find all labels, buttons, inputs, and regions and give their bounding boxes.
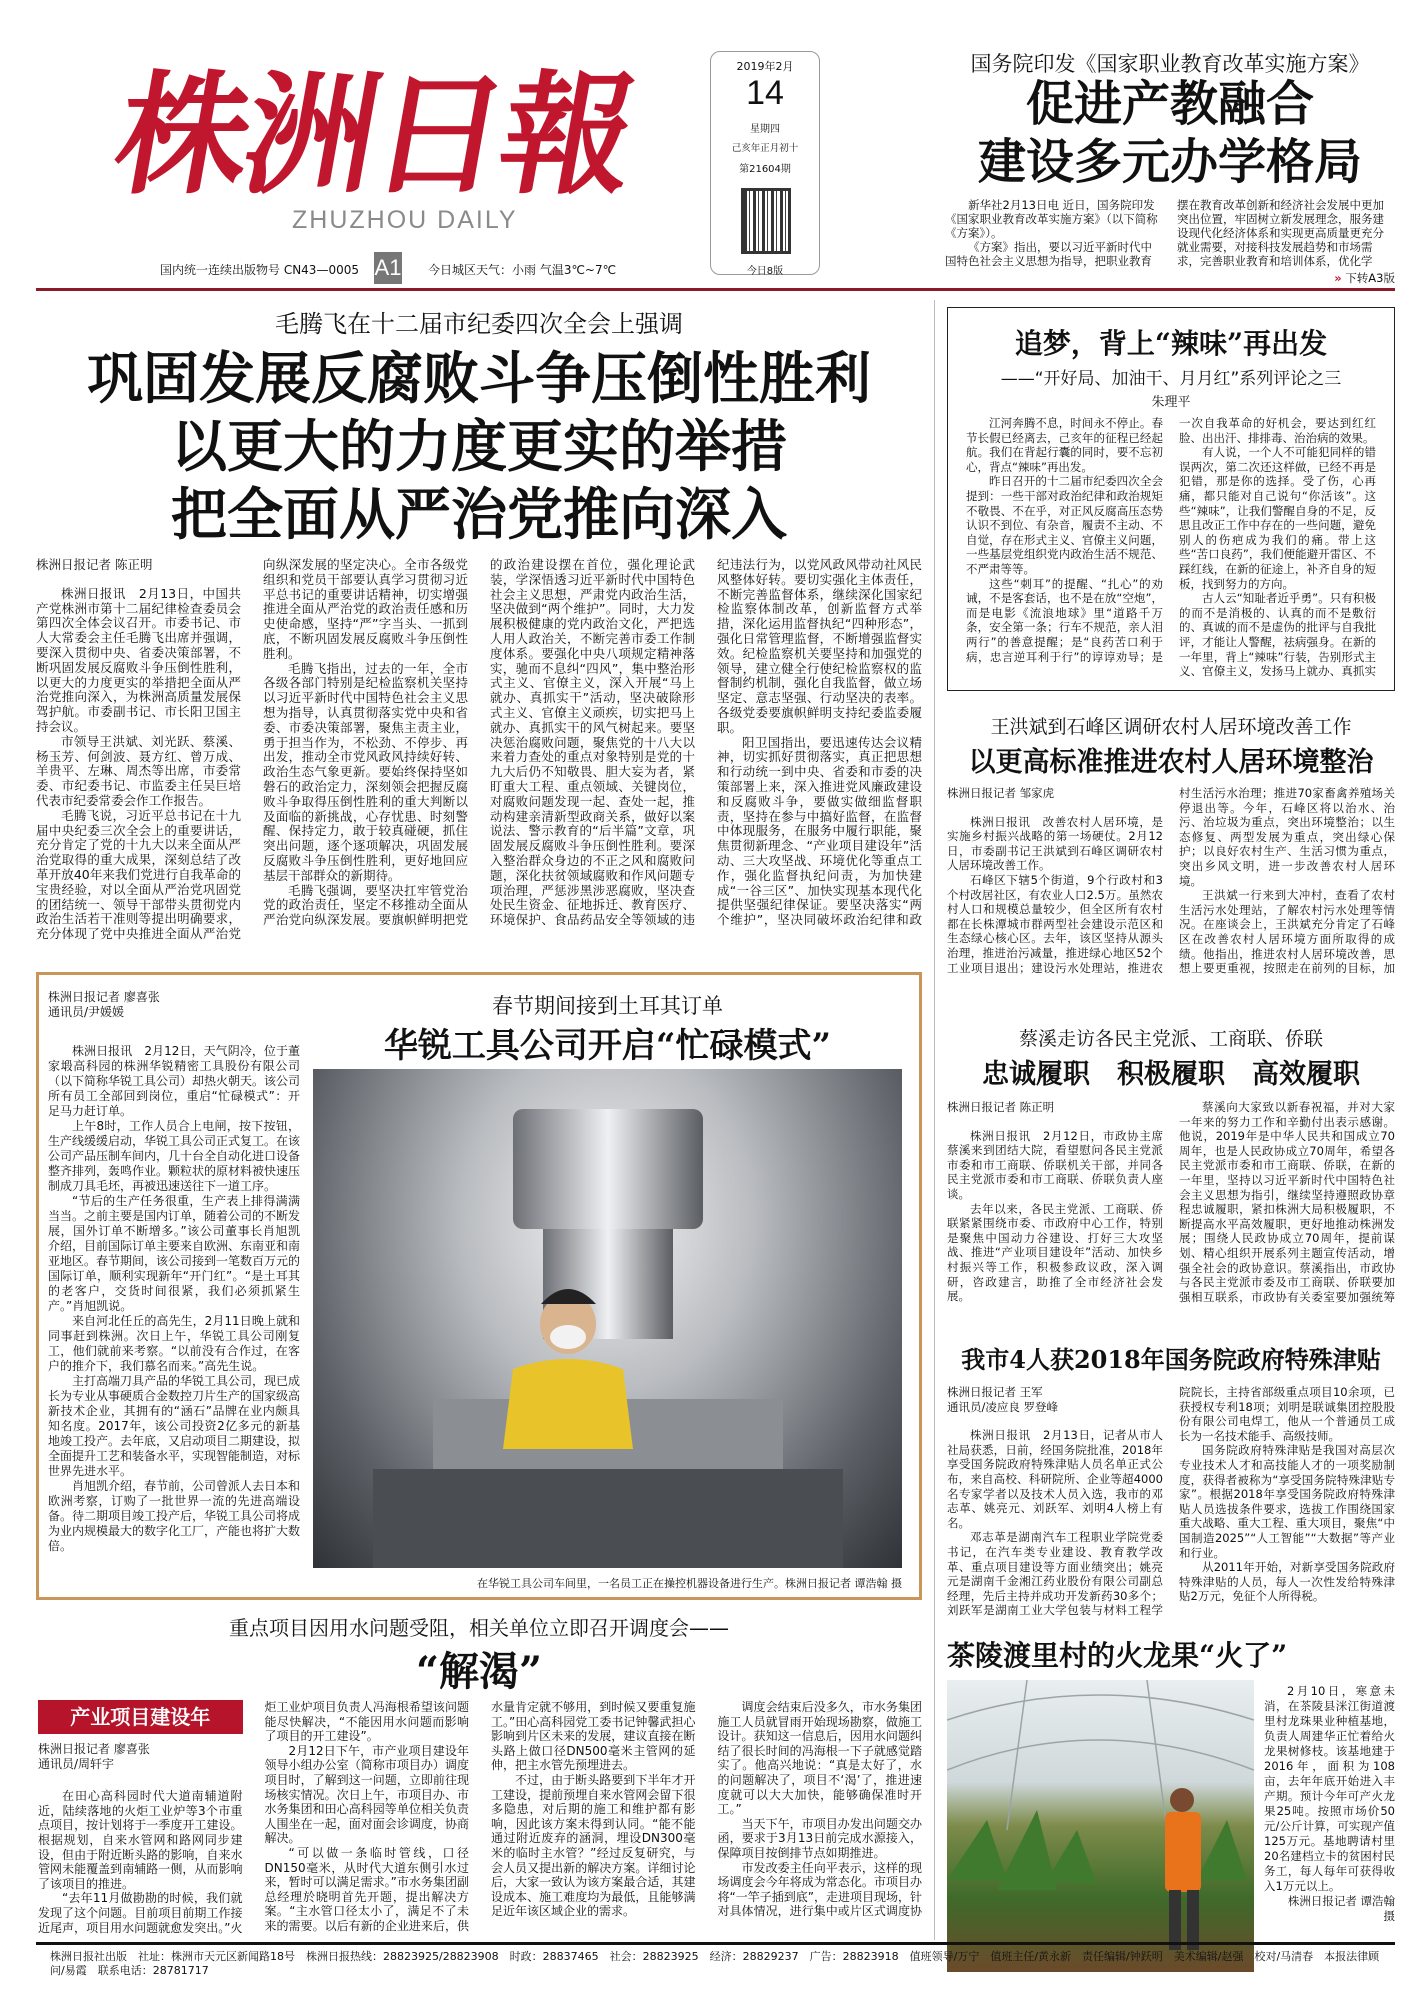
top-story-title-1[interactable]: 促进产教融合 [1025, 76, 1314, 132]
paragraph: 蔡溪向大家致以新春祝福，并对大家一年来的努力工作和辛勤付出表示感谢。他说，2019年是中华人民共和国成立70周年，也是人民政协成立70周年，希望各民主党派市委和市工商联、侨联，在新的一年里，坚持以习近平新时代中国特色社会主义思想为指引，继续坚持遵照政协章程忠诚履职，紧扣株洲大局积极履职，不断提高水平高效履职，更好地推动株洲发展；围绕人民政协成立70周年，提前谋划、精心组织开展系列主题宣传活动，增强全社会的政协意识。蔡溪指出，市政协与各民主党派市委及市工商联、侨联要加强相互联系，市政协有关委室要加强统筹 [1179, 1100, 1395, 1304]
weekday: 星期四 [750, 124, 780, 135]
rural-body [947, 786, 1395, 976]
paragraph: 不过，由于断头路要到下半年才开工建设，提前预埋自来水管网会留下很多隐患，对后期的施工和维护都有影响，因此该方案未得到认同。“能不能通过附近废弃的涵洞，埋设DN300毫米的临时主水管？”经过反复研究，与会人员又提出新的解决方案。详细讨论后，大家一致认为该方案最合适，其建设成本、施工难度均为最低，且能够满足近年该区域企业的需求。 [491, 1772, 696, 1919]
paragraph: 在田心高科园时代大道南辅道附近，陆续落地的火炬工业炉等3个市重点项目，按计划将于一季度开工建设。根据规划，自来水管网和路网同步建设，但由于附近断头路的影响，自来水管网未能覆盖到南辅路一侧，从而影响了该项目的推进。 [38, 1789, 243, 1891]
commentary-subtitle: ——“开好局、加油干、月月红”系列评论之三 [1000, 369, 1342, 389]
paragraph: 王洪斌一行来到大冲村，查看了农村生活污水处理站，了解农村污水处理等情况。在座谈会上，王洪斌充分肯定了石峰区在改善农村人居环境方面所取得的成绩。他指出，推进农村人居环境改善，思想上要更重视，按照走在前列的目标，加 [1179, 888, 1395, 976]
paragraph-list [38, 1700, 922, 1936]
rural-kicker: 王洪斌到石峰区调研农村人居环境改善工作 [990, 716, 1352, 738]
paragraph: 当天下午，市项目办发出问题交办函，要求于3月13日前完成水源接入，保障项目按倒排节点如期推进。 [717, 1816, 922, 1860]
paragraph: 这些“刺耳”的提醒、“扎心”的劝诫，不是客套话，也不是在放“空炮”，而是电影《流浪地球》里“道路千万条，安全第一条；行车不规范，亲人泪两行”的善意提醒；是“良药苦口利于病，忠言逆耳利于行”的谆谆劝导；是一次自我革命的好机会，要达到红红脸、出出汗、排排毒、治治病的效果。 [966, 416, 1376, 664]
byline: 株洲日报记者 陈正明 [36, 558, 153, 572]
paragraph-list [945, 198, 1395, 270]
paragraph: 古人云“知耻者近乎勇”。只有积极的而不是消极的、认真的而不是敷衍的、真诚的而不是虚伪的批评与自我批评，才能让人警醒，祛病强身。在新的一年里，背上“辣味”行装，告别形式主义、官僚主义，发扬马上就办、真抓实 [1179, 591, 1376, 679]
continue-arrow-icon: » [1334, 271, 1342, 285]
column-divider [934, 300, 935, 1940]
huarui-kicker: 春节期间接到土耳其订单 [492, 994, 723, 1018]
byline: 株洲日报记者 陈正明 [947, 1100, 1055, 1114]
commentary-title[interactable]: 追梦，背上“辣味”再出发 [1014, 327, 1328, 360]
paragraph: 昨日召开的十二届市纪委四次全会提到：一些干部对政治纪律和政治规矩不敬畏、不在乎，对正风反腐高压态势认识不到位、有杂音，履责不主动、不自觉，存在形式主义、官僚主义问题，一些基层党组织党内政治生活不规范、不严肃等等。 [966, 474, 1163, 576]
paragraph: 毛腾飞说，习近平总书记在十九届中央纪委三次全会上的重要讲话，充分肯定了党的十九大以来全面从严治党取得的重大成果，深刻总结了改革开放40年来我们党进行自我革命的宝贵经验，对以全面从严治党巩固党的团结统一、领导干部带头贯彻党内政治生活若干准则等提出明确要求，充分体现了党中央推进全面从严治党向纵深发展的坚定决心。全市各级党组织和党员干部要认真学习贯彻习近平总书记的重要讲话精神，切实增强推进全面从严治党的政治责任感和历史使命感，坚持“严”字当头、一抓到底，不断巩固发展反腐败斗争压倒性胜利。 [36, 558, 468, 942]
paragraph: 市领导王洪斌、刘光跃、蔡溪、杨玉芳、何剑波、聂方红、曾万成、羊贵平、左琳、周杰等出席，市委常委、市纪委书记、市监委主任吴巨培代表市纪委常委会作工作报告。 [36, 733, 241, 808]
lead-headline-line: 巩固发展反腐败斗争压倒性胜利 [87, 347, 871, 412]
commentary-body [966, 416, 1376, 686]
paragraph: 从2011年开始，对新享受国务院政府特殊津贴的人员，每人一次性发给特殊津贴2万元，免征个人所得税。 [1179, 1560, 1395, 1604]
commentary-author: 朱理平 [1151, 395, 1191, 410]
lead-article-body [36, 558, 922, 942]
weather-info: 今日城区天气：小雨 气温3℃~7℃ [428, 263, 617, 277]
paragraph-list [947, 786, 1395, 976]
top-story-title-2[interactable]: 建设多元办学格局 [977, 134, 1362, 190]
paragraph: 上午8时，工作人员合上电闸，按下按钮，生产线缓缓启动，华锐工具公司正式复工。在该公司产品压制车间内，几十台全自动化进口设备整齐排列，轰鸣作业。颗粒状的原材料被快速压制成刀具毛坯，再被迅速送往下一道工序。 [48, 1119, 300, 1193]
lunar-date: 己亥年正月初十 [731, 143, 799, 154]
newspaper-name-english: ZHUZHOU DAILY [292, 206, 518, 234]
section-tag: 产业项目建设年 [38, 1700, 243, 1734]
paragraph: 毛腾飞指出，过去的一年，全市各级各部门特别是纪检监察机关坚持以习近平新时代中国特色社会主义思想为指导，认真贯彻落实党中央和省委、市委决策部署，聚焦主责主业，勇于担当作为，不松劲、不停步、再出发，推动全市党风政风持续好转、政治生态气象更新。要始终保持坚如磐石的政治定力，深刻领会把握反腐败斗争取得压倒性胜利的重大判断以及面临的新挑战，心存忧患、时刻警醒、保持定力，敢于较真碰硬，抓住突出问题，逐个逐项解决，巩固发展反腐败斗争压倒性胜利，更好地回应基层干部群众的新期待。 [263, 660, 468, 883]
paragraph: 株洲日报讯 2月13日，中国共产党株洲市第十二届纪律检查委员会第四次全体会议召开。市委书记、市人大常委会主任毛腾飞出席并强调，要深入贯彻中央、省委决策部署，不断巩固发展反腐败斗争压倒性胜利，以更大的力度更实的举措把全面从严治党推向深入，为株洲高质量发展保驾护航。市委副书记、市长阳卫国主持会议。 [36, 585, 241, 734]
paragraph: 有人说，一个人不可能犯同样的错误两次，第二次还这样做，已经不再是犯错，那是你的选择。受了伤，心再痛，都只能对自己说句“你活该”。这些“辣味”，让我们警醒自身的不足，反思且改正工作中存在的一些问题，避免别人的伤疤成为我们的痛。带上这些“苦口良药”，我们便能避开雷区、不踩红线，在新的征途上，补齐自身的短板，找到努力的方向。 [1179, 445, 1376, 591]
byline: 株洲日报记者 邹家虎 [947, 786, 1055, 800]
paragraph: 石峰区下辖5个街道，9个行政村和3个村改居社区，有农业人口2.5万。虽然农村人口和规模总量较少，但全区所有农村都在长株潭城市群两型社会建设示范区和生态绿心核心区。去年，该区坚持从源头治理，推进治污减量，推进绿心地区52个工业项目退出；建设污水处理站，推进农村生活污水治理；推进70家畜禽养殖场关停退出等。今年，石峰区将以治水、治污、治垃圾为重点，突出环境整治；以生态修复、两型发展为重点，突出绿心保护；以良好农村生产、生活习惯为重点，突出乡风文明，进一步改善农村人居环境。 [947, 786, 1395, 975]
lead-headline[interactable] [36, 346, 922, 550]
date-day: 14 [746, 74, 784, 112]
greenhouse-scene-icon [947, 1680, 1254, 1972]
paragraph: 株洲日报讯 2月12日，市政协主席蔡溪来到团结大院，看望慰问各民主党派市委和市工商联、侨联机关干部，并同各民主党派市委和市工商联、侨联负责人座谈。 [947, 1128, 1163, 1201]
byline: 株洲日报记者 廖喜张 [38, 1742, 150, 1756]
machine-worker-scene-icon [313, 1069, 902, 1568]
continue-link[interactable]: 下转A3版 [1345, 271, 1395, 285]
cpc-title[interactable]: 忠诚履职 积极履职 高效履职 [982, 1059, 1360, 1090]
paragraph: “去年11月做勘勘的时候，我们就发现了这个问题。目前项目前期工作接近尾声，项目用水问题就愈发突出。”火炬工业炉项目负责人冯海根希望该问题能尽快解决，“不能因用水问题而影响了项目的开工建设”。 [38, 1700, 469, 1935]
paragraph: 市发改委主任向平表示，这样的现场调度会今年将成为常态化。市项目办将“一竿子插到底”，走进项目现场，针对具体情况，进行集中或片区式调度协 [717, 1860, 922, 1919]
photo-caption: 在华锐工具公司车间里，一名员工正在操控机器设备进行生产。株洲日报记者 谭浩翰 摄 [477, 1577, 902, 1590]
paragraph: “节后的生产任务很重，生产表上排得满满当当。之前主要是国内订单，随着公司的不断发展，国外订单不断增多。”该公司董事长肖旭凯介绍，目前国际订单主要来自欧洲、东南亚和南亚地区。春节期间，该公司接到一笔数百万元的国际订单，顺利实现新年“开门红”。“是土耳其的老客户，交货时间很紧，我们必须抓紧生产。”肖旭凯说。 [48, 1194, 300, 1313]
footer-info: 株洲日报社出版 社址：株洲市天元区新闻路18号 株洲日报热线：28823925/28823908 时政：28837465 社会：28823925 经济：28829237 广告：28823918 值班领导/万宁 值班主任/黄永新 责任编辑/钟跃明 美术编辑/赵强 校对/马清春 本报法律顾问/易霞 联系电话：28781717 [50, 1950, 1380, 1977]
paragraph: 《方案》指出，要以习近平新时代中国特色社会主义思想为指导，把职业教育摆在教育改革创新和经济社会发展中更加突出位置，牢固树立新发展理念，服务建设现代化经济体系和实现更高质量更充分就业需要，对接科技发展趋势和市场需求，完善职业教育和培训体系，优化学 [945, 198, 1384, 268]
paragraph: 来自河北任丘的高先生，2月11日晚上就和同事赶到株洲。次日上午，华锐工具公司刚复工，他们就前来考察。“以前没有合作过，在客户的推介下，我们慕名而来。”高先生说。 [48, 1314, 300, 1373]
paragraph: 株洲日报讯 2月12日，天气阴冷，位于董家塅高科园的株洲华锐精密工具股份有限公司（以下简称华锐工具公司）却热火朝天。该公司所有员工全部回到岗位，重启“忙碌模式”：开足马力赶订单。 [48, 1044, 300, 1118]
issue-number: 第21604期 [739, 164, 791, 175]
photo-credit: 株洲日报记者 谭浩翰 摄 [1287, 1894, 1395, 1923]
paragraph: 阳卫国指出，要迅速传达会议精神，切实抓好贯彻落实，真正把思想和行动统一到中央、省委和市委的决策部署上来，深入推进党风廉政建设和反腐败斗争，要做实做细监督职责，坚持在参与中搞好监督，在监督中体现服务，在服务中履行职能，聚焦贯彻新理念、“产业项目建设年”活动、三大攻坚战、环境优化等重点工作，强化监督执纪问责，为加快建成“一谷三区”、加快实现基本现代化提供坚强纪律保证。要坚决落实“两个维护”，坚决同破坏政治纪律和政 [717, 734, 922, 928]
paragraph: 2月12日下午，市产业项目建设年领导小组办公室（简称市项目办）调度项目时，了解到这一问题，立即前往现场核实情况。次日上午，市项目办、市水务集团和田心高科园等单位相关负责人围坐在一起，面对面会诊调度，协商解决。 [264, 1743, 469, 1846]
byline: 株洲日报记者 廖喜张 [48, 990, 160, 1004]
byline: 通讯员/周轩宇 [38, 1756, 115, 1771]
pitaya-body [1264, 1684, 1395, 1940]
paragraph: 江河奔腾不息，时间永不停止。春节长假已经离去，己亥年的征程已经起航。我们在背起行囊的同时，要不忘初心，背点“辣味”再出发。 [966, 416, 1163, 474]
top-story-kicker: 国务院印发《国家职业教育改革实施方案》 [970, 52, 1370, 76]
paragraph: 2月10日，寒意未消，在茶陵县洣江街道渡里村龙珠果业种植基地，负责人周建华正忙着给火龙果树修枝。该基地建于2016年，面积为108亩，去年年底开始进入丰产期。预计今年可产火龙果25吨。按照市场价50元/公斤计算，可实现产值125万元。基地聘请村里20名建档立卡的贫困村民务工，每人每年可获得收入1万元以上。 [1264, 1684, 1395, 1893]
huarui-title[interactable]: 华锐工具公司开启“忙碌模式” [383, 1026, 832, 1066]
paragraph: 肖旭凯介绍，春节前，公司曾派人去日本和欧洲考察，订购了一批世界一流的先进高端设备。待二期项目竣工投产后，华锐工具公司将成为业内规模最大的数字化工厂，产能也将扩大数倍。 [48, 1479, 300, 1553]
pages-today: 今日8版 [746, 266, 784, 277]
paragraph: 调度会结束后没多久，市水务集团施工人员就冒雨开始现场勘察，做施工设计。获知这一信息后，因用水问题纠结了很长时间的冯海根一下子就感觉踏实了。他高兴地说：“真是太好了，水的问题解决了，项目不‘渴’了，推进速度就可以大大加快，能够确保准时开工。” [717, 1700, 922, 1817]
paragraph: 新华社2月13日电 近日，国务院印发《国家职业教育改革实施方案》（以下简称《方案》）。 [945, 198, 1158, 240]
paragraph: 毛腾飞强调，要坚决扛牢管党治党的政治责任，坚定不移推动全面从严治党向纵深发展。要旗帜鲜明把党的政治建设摆在首位，强化理论武装，学深悟透习近平新时代中国特色社会主义思想，严肃党内政治生活，坚决做到“两个维护”。同时，大力发展积极健康的党内政治文化，严把选人用人政治关，不断完善市委工作制度体系。要强化中央八项规定精神落实，驰而不息纠“四风”，集中整治形式主义、官僚主义，深入开展“马上就办、真抓实干”活动，坚决破除形式主义、官僚主义顽疾，切实把马上就办、真抓实干的风气树起来。要坚决惩治腐败问题，聚焦党的十八大以来着力查处的重点对象特别是党的十九大后仍不知敬畏、胆大妄为者，紧盯重大工程、重点领域、关键岗位，对腐败问题发现一起、查处一起，推动构建亲清新型政商关系，做好以案说法、警示教育的“后半篇”文章，巩固发展反腐败斗争压倒性胜利。要深入整治群众身边的不正之风和腐败问题，深化扶贫领域腐败和作风问题专项治理，严惩涉黑涉恶腐败，坚决查处民生资金、征地拆迁、教育医疗、环境保护、食品药品安全等领域的违纪违法行为，以党风政风带动社风民风整体好转。要切实强化主体责任，不断完善监督体系，继续深化国家纪检监察体制改革，创新监督方式举措，深化运用监督执纪“四种形态”，强化日常管理监督，不断增强监督实效。纪检监察机关要坚持和加强党的领导，建立健全行使纪检监察权的监督制约机制，强化自我监督，做立场坚定、意志坚强、行动坚决的表率。各级党委要旗帜鲜明支持纪委监委履职。 [263, 558, 922, 928]
paragraph: “可以做一条临时管线，口径DN150毫米，从时代大道东侧引水过来，暂时可以满足需求。”市水务集团副总经理於晓明首先开题，提出解决方案。“主水管口径太小了，满足不了未来的需要。以后有新的企业进来后，供水量肯定就不够用，到时候又要重复施工。”田心高科园党工委书记钟馨武担心影响到片区未来的发展，建议直接在断头路上做口径DN500毫米主管网的延伸，把主水管先预埋进去。 [264, 1700, 696, 1933]
paragraph-list [48, 1044, 300, 1554]
newspaper-logo: 株洲日報 [104, 58, 644, 213]
paragraph: 国务院政府特殊津贴是我国对高层次专业技术人才和高技能人才的一项奖励制度，获得者被称为“享受国务院特殊津贴专家”。根据2018年享受国务院政府特殊津贴人员选拔条件要求，选拔工作围绕国家重大战略、重大工程、重大项目，聚焦“中国制造2025”“人工智能”“大数据”等产业和行业。 [1179, 1443, 1395, 1560]
huarui-workshop-photo [313, 1069, 902, 1568]
paragraph: 去年以来，各民主党派、工商联、侨联紧紧围绕市委、市政府中心工作，特别是聚焦中国动力谷建设、打好三大攻坚战、推进“产业项目建设年”活动、加快乡村振兴等工作，积极参政议政，深入调研，咨政建言，助推了全市经济社会发展。 [947, 1201, 1163, 1304]
page-number-badge: A1 [374, 252, 402, 284]
huarui-body [48, 990, 300, 1570]
lead-headline-line: 把全面从严治党推向深入 [171, 483, 787, 548]
paragraph-list [1264, 1684, 1395, 1894]
water-body [38, 1700, 922, 1936]
allowance-title[interactable]: 我市4人获2018年国务院政府特殊津贴 [961, 1345, 1381, 1374]
paragraph-list [966, 416, 1376, 686]
footer-divider [36, 1942, 1395, 1945]
masthead-divider [36, 288, 1395, 291]
water-kicker: 重点项目因用水问题受阻，相关单位立即召开调度会—— [229, 1616, 729, 1640]
paragraph-list [947, 1100, 1395, 1328]
byline: 株洲日报记者 王军 [947, 1385, 1043, 1399]
rural-title[interactable]: 以更高标准推进农村人居环境整治 [968, 747, 1374, 778]
paragraph: 株洲日报讯 改善农村人居环境，是实施乡村振兴战略的第一场硬仗。2月12日，市委副书记王洪斌到石峰区调研农村人居环境改善工作。 [947, 814, 1163, 873]
continue-line [1300, 271, 1395, 285]
issn-number: 国内统一连续出版物号 CN43—0005 [160, 263, 359, 277]
cpc-body [947, 1100, 1395, 1328]
cpc-kicker: 蔡溪走访各民主党派、工商联、侨联 [1018, 1028, 1323, 1050]
paragraph-list [947, 1385, 1395, 1618]
paragraph: 主打高端刀具产品的华锐工具公司，现已成长为专业从事硬质合金数控刀片生产的国家级高新技术企业，其拥有的“涵石”品牌在业内颇具知名度。2017年，该公司投资2亿多元的新基地竣工投产。去年底，又启动项目二期建设，拟全面提升工艺和装备水平，实现智能制造，对标世界先进水平。 [48, 1374, 300, 1478]
date-month: 2019年2月 [736, 60, 794, 73]
water-title[interactable]: “解渴” [415, 1648, 542, 1695]
lead-headline-line: 以更大的力度更实的举措 [171, 415, 787, 480]
lead-kicker: 毛腾飞在十二届市纪委四次全会上强调 [275, 310, 683, 338]
byline: 通讯员/尹媛媛 [48, 1005, 125, 1019]
paragraph: 邓志革是湖南汽车工程职业学院党委书记，在汽车类专业建设、教育教学改革、重点项目建设等方面业绩突出；姚亮元是湖南千金湘江药业股份有限公司副总经理，先后主持并成功开发新药30多个；刘跃军是湖南工业大学包装与材料工程学院院长，主持省部级重点项目10余项，已获授权专利18项；刘明是联诚集团控股股份有限公司电焊工，他从一个普通员工成长为一名技术能手、高级技师。 [947, 1385, 1395, 1618]
commentary-box [947, 307, 1395, 691]
date-box [710, 51, 820, 275]
pitaya-title[interactable]: 茶陵渡里村的火龙果“火了” [947, 1639, 1288, 1672]
top-story-body [945, 198, 1395, 270]
paragraph: 株洲日报讯 2月13日，记者从市人社局获悉，日前，经国务院批准，2018年享受国务院政府特殊津贴人员名单正式公布，来自高校、科研院所、企业等超4000名专家学者以及技术人员入选，我市的邓志革、姚亮元、刘跃军、刘明4人榜上有名。 [947, 1428, 1163, 1530]
paragraph-list [36, 558, 922, 942]
pitaya-farm-photo [947, 1680, 1254, 1972]
qr-code-icon[interactable] [741, 188, 791, 254]
byline: 通讯员/凌应良 罗登峰 [947, 1399, 1059, 1414]
allowance-body [947, 1385, 1395, 1625]
